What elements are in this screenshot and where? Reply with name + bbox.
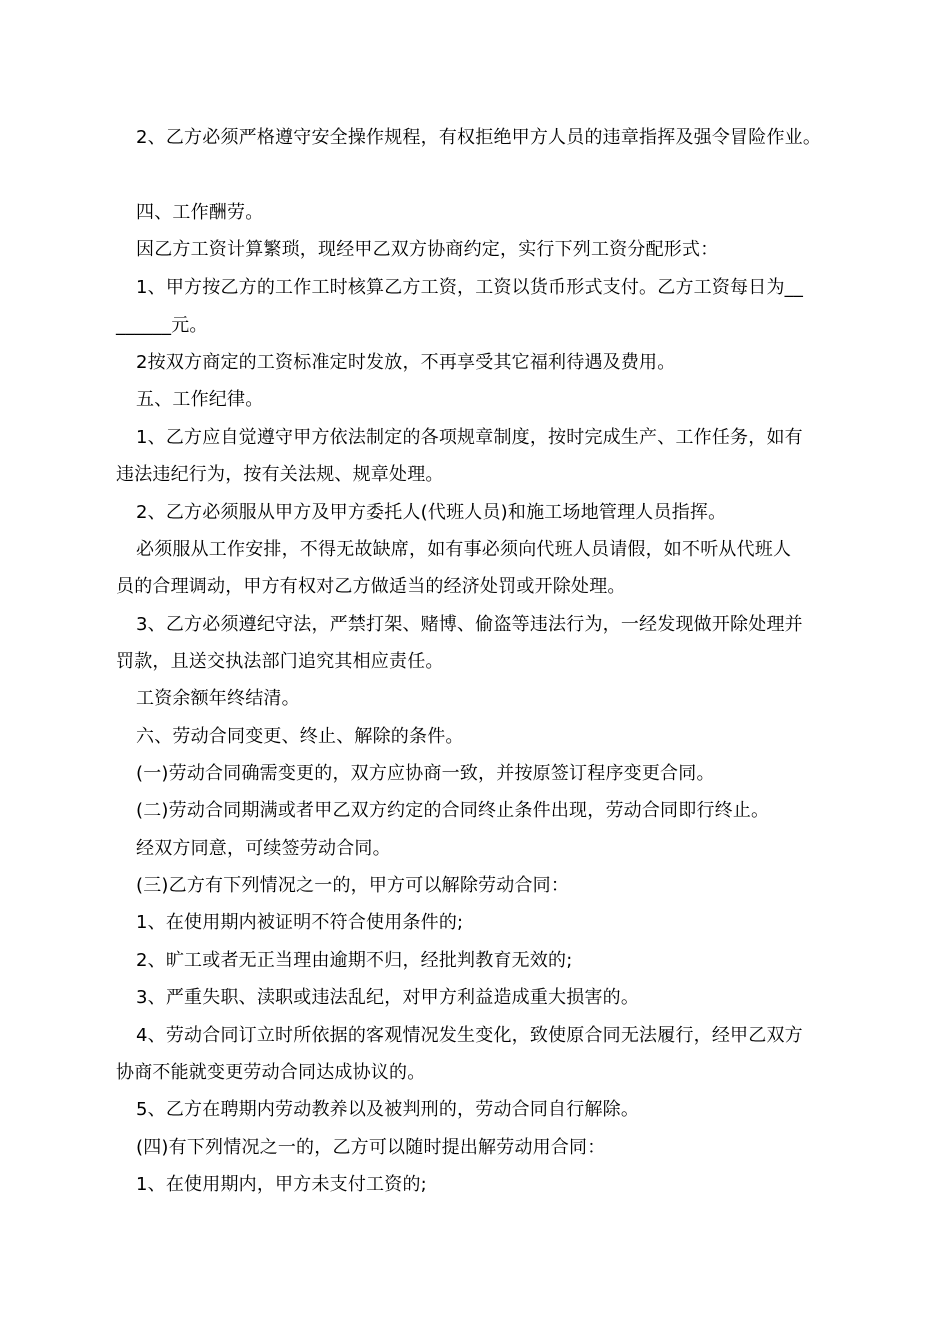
paragraph-line-continued: 罚款，且送交执法部门追究其相应责任。	[116, 651, 444, 672]
paragraph-line: 5、乙方在聘期内劳动教养以及被判刑的，劳动合同自行解除。	[136, 1099, 640, 1120]
section-heading: 六、劳动合同变更、终止、解除的条件。	[136, 726, 464, 747]
paragraph-line-continued: ______元。	[116, 315, 208, 336]
paragraph-line: 1、甲方按乙方的工作工时核算乙方工资，工资以货币形式支付。乙方工资每日为__	[136, 277, 804, 298]
paragraph-line: 1、在使用期内，甲方未支付工资的;	[136, 1174, 427, 1195]
paragraph-line: 必须服从工作安排，不得无故缺席，如有事必须向代班人员请假，如不听从代班人	[136, 539, 792, 560]
paragraph-line: 2、乙方必须严格遵守安全操作规程，有权拒绝甲方人员的违章指挥及强令冒险作业。	[136, 127, 822, 148]
paragraph-line: 2按双方商定的工资标准定时发放，不再享受其它福利待遇及费用。	[136, 352, 676, 373]
paragraph-line: 经双方同意，可续签劳动合同。	[136, 838, 391, 859]
paragraph-line: (二)劳动合同期满或者甲乙双方约定的合同终止条件出现，劳动合同即行终止。	[136, 800, 770, 821]
paragraph-line: (三)乙方有下列情况之一的，甲方可以解除劳动合同：	[136, 875, 570, 896]
paragraph-line: 3、严重失职、渎职或违法乱纪，对甲方利益造成重大损害的。	[136, 987, 640, 1008]
paragraph-line: 工资余额年终结清。	[136, 688, 300, 709]
paragraph-line: 2、旷工或者无正当理由逾期不归，经批判教育无效的;	[136, 950, 573, 971]
paragraph-line-continued: 违法违纪行为，按有关法规、规章处理。	[116, 464, 444, 485]
paragraph-line: (四)有下列情况之一的，乙方可以随时提出解劳动用合同：	[136, 1137, 606, 1158]
paragraph-line: 2、乙方必须服从甲方及甲方委托人(代班人员)和施工场地管理人员指挥。	[136, 502, 727, 523]
paragraph-line: 4、劳动合同订立时所依据的客观情况发生变化，致使原合同无法履行，经甲乙双方	[136, 1025, 803, 1046]
paragraph-line: 3、乙方必须遵纪守法，严禁打架、赌博、偷盗等违法行为，一经发现做开除处理并	[136, 614, 803, 635]
paragraph-line: 1、在使用期内被证明不符合使用条件的;	[136, 912, 464, 933]
section-heading: 五、工作纪律。	[136, 389, 264, 410]
paragraph-line-continued: 员的合理调动，甲方有权对乙方做适当的经济处罚或开除处理。	[116, 576, 626, 597]
paragraph-line: 因乙方工资计算繁琐，现经甲乙双方协商约定，实行下列工资分配形式：	[136, 239, 719, 260]
paragraph-line-continued: 协商不能就变更劳动合同达成协议的。	[116, 1062, 426, 1083]
paragraph-line: (一)劳动合同确需变更的，双方应协商一致，并按原签订程序变更合同。	[136, 763, 715, 784]
section-heading: 四、工作酬劳。	[136, 202, 264, 223]
paragraph-line: 1、乙方应自觉遵守甲方依法制定的各项规章制度，按时完成生产、工作任务，如有	[136, 427, 803, 448]
